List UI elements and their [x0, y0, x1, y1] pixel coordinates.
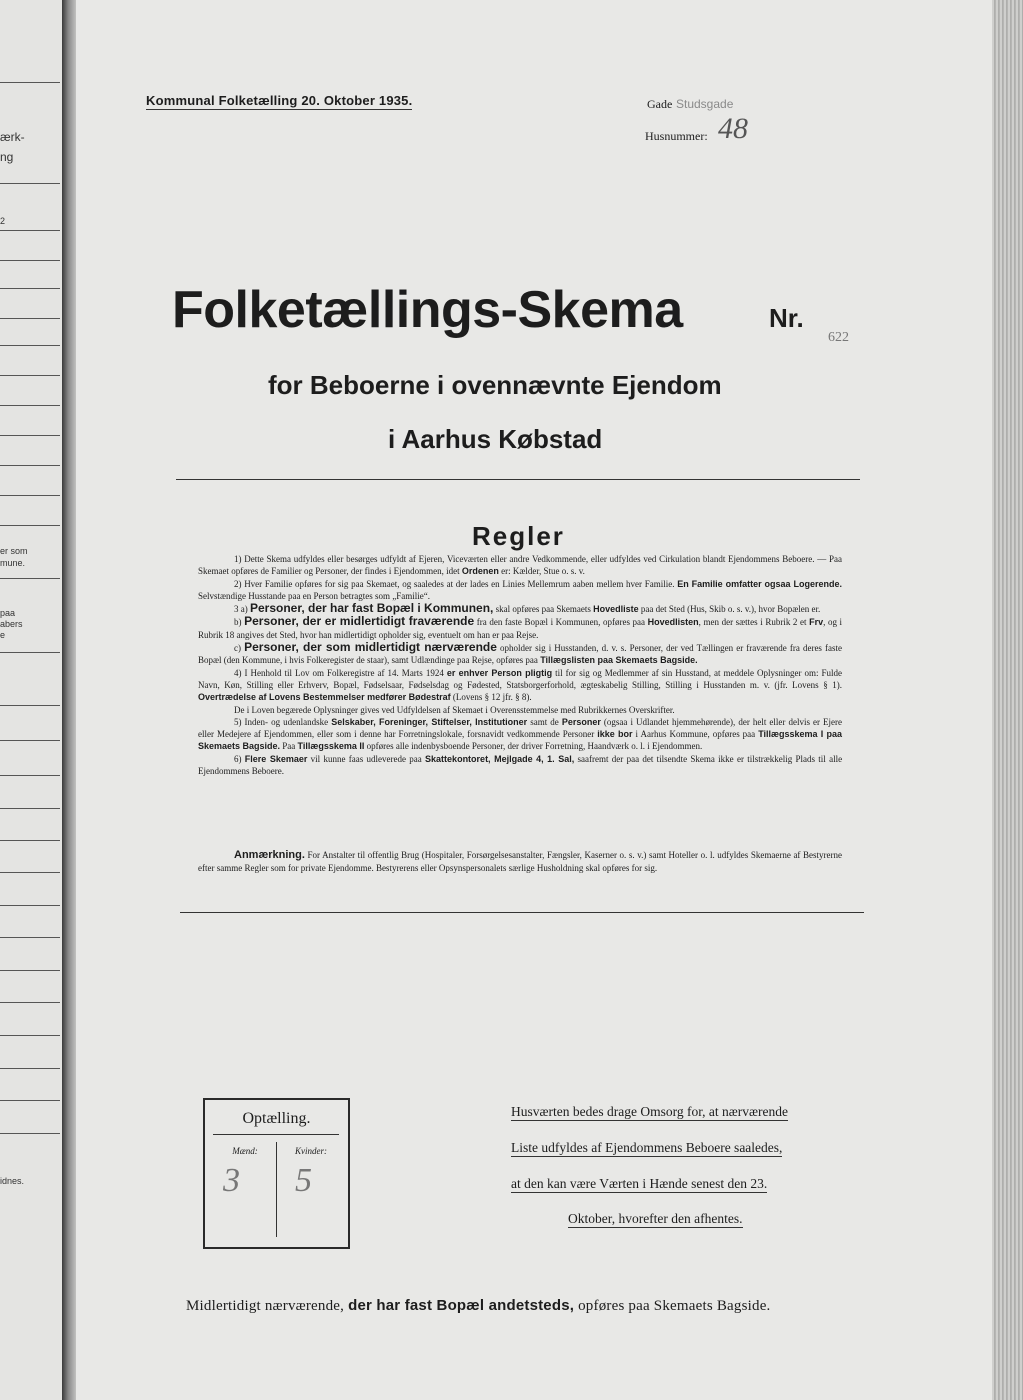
divider	[0, 905, 60, 906]
rule-3a: 3 a) Personer, der har fast Bopæl i Kommunen, skal opføres paa Skemaets Hovedliste paa det Sted (Hus, Skib o. s. v.), hvor Bopælen er.	[234, 601, 821, 616]
page-fragment: e	[0, 630, 6, 640]
rule-4b: De i Loven begærede Oplysninger gives ved Udfyldelsen af Skemaet i Overensstemmelse med Rubrikkernes Overskrifter.	[234, 704, 675, 715]
remark-label: Anmærkning.	[234, 849, 305, 861]
street-label: Gade	[647, 97, 673, 111]
divider	[0, 525, 60, 526]
divider	[0, 318, 60, 319]
divider	[0, 465, 60, 466]
page-edges	[992, 0, 1023, 1400]
divider	[0, 345, 60, 346]
rules-body	[198, 553, 842, 777]
divider	[0, 578, 60, 579]
men-count: 3	[223, 1162, 240, 1199]
footer-note: Midlertidigt nærværende, der har fast Bopæl andetsteds, opføres paa Skemaets Bagside.	[186, 1297, 771, 1314]
divider	[176, 479, 860, 480]
street-value: Studsgade	[676, 97, 734, 111]
divider	[0, 1068, 60, 1069]
divider	[0, 230, 60, 231]
remark-paragraph	[198, 849, 842, 874]
left-facing-page	[0, 0, 66, 1400]
divider	[0, 1133, 60, 1134]
divider	[0, 652, 60, 653]
instruction-line: Oktober, hvorefter den afhentes.	[568, 1211, 743, 1226]
form-number-value: 622	[828, 330, 849, 345]
divider	[0, 82, 60, 83]
page-fragment: ng	[0, 150, 14, 164]
page-fragment: abers	[0, 619, 23, 629]
divider	[213, 1134, 339, 1135]
rule-4: 4) I Henhold til Lov om Folkeregistre af 14. Marts 1924 er enhver Person pligtig til for sig og Medlemmer af sin Husstand, at meddele Oplysninger om: Fulde Navn, Køn, Stilling eller Erhverv, Bopæl, Fødselsaar, Fødselsdag og Fødested, Statsborgerforhold, ægteskabelig Stilling, Stilling i Husstanden m. v. (jfr. Lovens § 1). Overtrædelse af Lovens Bestemmelser medfører Bødestraf (Lovens § 12 jfr. § 8).	[198, 667, 843, 703]
divider	[0, 375, 60, 376]
divider	[0, 740, 60, 741]
rule-1: 1) Dette Skema udfyldes eller besørges udfyldt af Ejeren, Viceværten eller andre Vedkommende, eller udfyldes ved Cirkulation blandt Ejendommens Beboere. — Paa Skemaet opføres de Familier og Personer, der findes i Ejendommen, idet Ordenen er: Kælder, Stue o. s. v.	[198, 554, 842, 577]
page-fragment: idnes.	[0, 1176, 25, 1186]
remark-text: For Anstalter til offentlig Brug (Hospitaler, Forsørgelsesanstalter, Fængsler, Kaserner o. s. v.) samt Hoteller o. l. udfyldes Skemaerne af Bestyrerne efter samme Regler som for private Ejendomme. Bestyrerens eller Opsynspersonalets særlige Husholdning skal opføres for sig.	[198, 850, 843, 873]
divider	[0, 1002, 60, 1003]
women-label: Kvinder:	[295, 1146, 327, 1156]
page-fragment: er som	[0, 546, 28, 556]
rules-heading: Regler	[472, 521, 565, 551]
house-number-label: Husnummer:	[645, 129, 708, 143]
divider	[0, 705, 60, 706]
count-title: Optælling.	[242, 1110, 311, 1127]
house-number-value: 48	[718, 112, 748, 145]
census-header: Kommunal Folketælling 20. Oktober 1935.	[146, 93, 413, 108]
divider	[180, 912, 864, 913]
form-location: i Aarhus Købstad	[388, 424, 603, 454]
men-label: Mænd:	[232, 1146, 258, 1156]
instruction-line: Liste udfyldes af Ejendommens Beboere saaledes,	[511, 1140, 783, 1155]
page-fragment: paa	[0, 608, 16, 618]
form-number-label: Nr.	[769, 303, 804, 333]
rule-2: 2) Hver Familie opføres for sig paa Skemaet, og saaledes at der lades en Linies Mellemrum aaben mellem hver Familie. En Familie omfatter ogsaa Logerende. Selvstændige Husstande paa en Person betragtes som „Familie“.	[198, 578, 842, 601]
divider	[0, 405, 60, 406]
divider	[0, 970, 60, 971]
divider	[0, 1035, 60, 1036]
divider	[0, 808, 60, 809]
women-count: 5	[295, 1162, 312, 1199]
divider	[276, 1142, 277, 1237]
rule-3b: b) Personer, der er midlertidigt fraværende fra den faste Bopæl i Kommunen, opføres paa Hovedlisten, men der sættes i Rubrik 2 et Frv, og i Rubrik 18 angives det Sted, hvor han midlertidigt opholder sig, eventuelt om han er paa Rejse.	[198, 614, 843, 640]
rule-5: 5) Inden- og udenlandske Selskaber, Foreninger, Stiftelser, Institutioner samt de Personer (ogsaa i Udlandet hjemmehørende), der helt eller delvis er Ejere eller Medejere af Ejendommen, eller som i denne har Forretningslokale, forsnavidt vedkommende Personer ikke bor i Aarhus Kommune, opføres paa Tillægsskema I paa Skemaets Bagside. Paa Tillægsskema II opføres alle indenbysboende Personer, der driver Forretning, Haandværk o. l. i Ejendommen.	[198, 716, 843, 752]
divider	[0, 183, 60, 184]
divider	[0, 495, 60, 496]
instruction-line: at den kan være Værten i Hænde senest den 23.	[511, 1176, 768, 1191]
form-subtitle: for Beboerne i ovennævnte Ejendom	[268, 370, 722, 400]
rule-3c: c) Personer, der som midlertidigt nærværende opholder sig i Husstanden, d. v. s. Personer, der ved Tællingen er fraværende fra deres faste Bopæl (den Kommune, i hvis Folkeregister de staar), samt Udlændinge paa Rejse, opføres paa Tillægslisten paa Skemaets Bagside.	[198, 640, 843, 666]
divider	[0, 1100, 60, 1101]
rule-6: 6) Flere Skemaer vil kunne faas udleverede paa Skattekontoret, Mejlgade 4, 1. Sal, saafremt der paa det tilsendte Skema ikke er tilstrækkelig Plads til alle Ejendommens Beboere.	[198, 753, 843, 777]
divider	[0, 872, 60, 873]
page-fragment: mune.	[0, 558, 26, 568]
divider	[0, 288, 60, 289]
instruction-line: Husværten bedes drage Omsorg for, at nærværende	[511, 1104, 789, 1119]
divider	[0, 260, 60, 261]
divider	[0, 435, 60, 436]
form-title: Folketællings-Skema	[172, 281, 683, 339]
divider	[0, 937, 60, 938]
page-fragment: ærk-	[0, 130, 25, 144]
divider	[0, 775, 60, 776]
count-box	[203, 1098, 350, 1249]
divider	[0, 840, 60, 841]
page-fragment: 2	[0, 216, 6, 226]
